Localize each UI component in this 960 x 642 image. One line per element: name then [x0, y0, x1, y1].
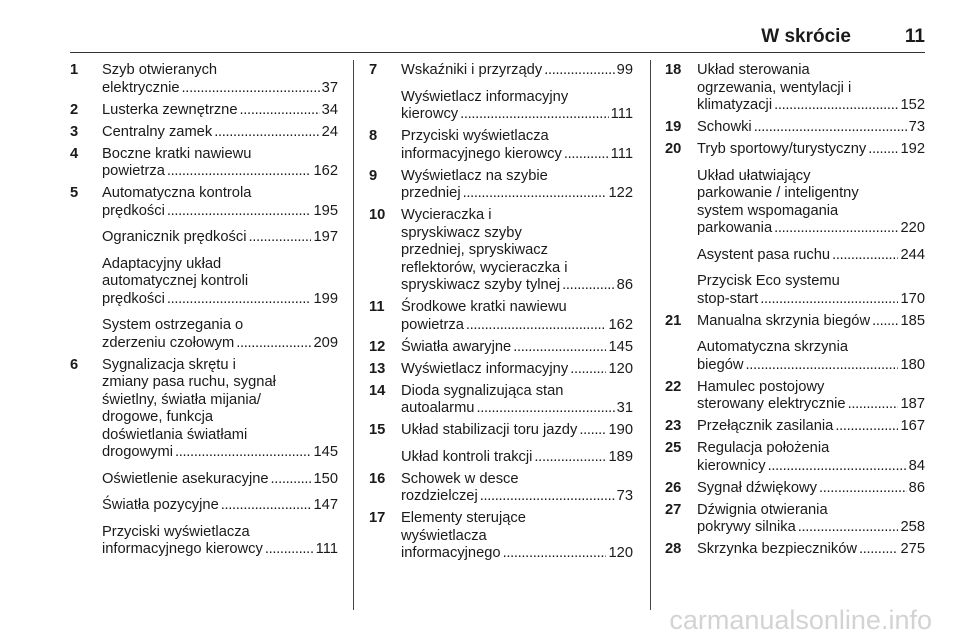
index-entry: [369, 383, 633, 418]
entry-number: 8: [369, 128, 378, 144]
dot-leader: [167, 163, 312, 181]
page-reference: 111: [610, 106, 633, 122]
dot-leader: [564, 146, 609, 164]
entry-last-line: [697, 418, 925, 436]
page-title: W skrócie: [761, 26, 851, 47]
entry-last-line: [401, 106, 633, 124]
entry-last-line: [102, 229, 338, 247]
entry-text-line: wyświetlacza: [401, 527, 487, 544]
dot-leader: [819, 480, 907, 498]
page-reference: 192: [900, 141, 925, 157]
entry-text-line: Przyciski wyświetlacza: [102, 523, 250, 540]
entry-text-line: rozdzielczej: [401, 488, 478, 504]
entry-number: 25: [665, 440, 682, 456]
entry-last-line: [102, 444, 338, 462]
index-entry: [369, 168, 633, 203]
entry-text-line: Automatyczna kontrola: [102, 185, 252, 201]
entry-text-line: Ogranicznik prędkości: [102, 229, 247, 245]
entry-last-line: [102, 80, 338, 98]
dot-leader: [835, 418, 898, 436]
entry-number: 27: [665, 501, 682, 518]
dot-leader: [240, 102, 320, 120]
page-reference: 190: [608, 422, 633, 438]
entry-last-line: [102, 163, 338, 181]
entry-number: 2: [70, 101, 79, 118]
index-entry: [70, 185, 338, 220]
entry-last-line: [697, 291, 925, 309]
dot-leader: [249, 229, 312, 247]
dot-leader: [746, 357, 899, 375]
entry-number: 19: [665, 119, 682, 135]
dot-leader: [221, 497, 312, 515]
entry-number: 4: [70, 145, 79, 162]
dot-leader: [872, 313, 898, 331]
header-rule: [70, 52, 925, 53]
index-entry: [665, 62, 925, 115]
entry-text-line: Sygnał dźwiękowy: [697, 479, 818, 496]
page-reference: 220: [900, 220, 925, 236]
index-entry: [369, 207, 633, 295]
entry-text-line: Przyciski wyświetlacza: [401, 128, 549, 144]
dot-leader: [480, 488, 615, 506]
dot-leader: [460, 106, 609, 124]
entry-number: 22: [665, 378, 682, 395]
page-reference: 195: [313, 202, 338, 219]
entry-text-line: Skrzynka bezpieczników: [697, 541, 857, 557]
dot-leader: [476, 400, 614, 418]
page-reference: 185: [900, 312, 925, 329]
entry-text-line: Tryb sportowy/turystyczny: [697, 141, 867, 157]
index-subentry: [70, 229, 338, 247]
entry-last-line: [102, 291, 338, 309]
page-number: 11: [904, 26, 925, 47]
page-reference: 145: [608, 338, 633, 355]
entry-text-line: powietrza: [401, 316, 464, 333]
entry-last-line: [697, 119, 925, 137]
entry-last-line: [401, 488, 633, 506]
page-reference: 162: [608, 316, 633, 333]
page-reference: 244: [900, 246, 925, 263]
dot-leader: [768, 458, 907, 476]
page-reference: 120: [608, 545, 633, 561]
index-entry: [665, 541, 925, 559]
dot-leader: [167, 291, 312, 309]
index-entry: [369, 471, 633, 506]
entry-text-line: zmiany pasa ruchu, sygnał: [102, 374, 276, 390]
page-reference: 120: [608, 360, 633, 377]
entry-last-line: [697, 480, 925, 498]
entry-text-line: Światła awaryjne: [401, 338, 512, 355]
page-reference: 150: [313, 470, 338, 487]
page-reference: 189: [608, 448, 633, 465]
entry-number: 16: [369, 470, 386, 487]
entry-text-line: drogowymi: [102, 444, 174, 460]
entry-text-line: Szyb otwieranych: [102, 62, 218, 78]
entry-text-line: Automatyczna skrzynia: [697, 339, 849, 355]
entry-number: 11: [369, 299, 385, 315]
entry-text-line: Przełącznik zasilania: [697, 418, 834, 434]
index-entry: [369, 422, 633, 440]
dot-leader: [544, 62, 614, 80]
entry-number: 13: [369, 360, 386, 377]
entry-number: 21: [665, 312, 682, 329]
entry-last-line: [697, 519, 925, 537]
index-entry: [665, 502, 925, 537]
dot-leader: [859, 541, 898, 559]
entry-number: 26: [665, 479, 682, 496]
index-subentry: [70, 256, 338, 309]
entry-text-line: Oświetlenie asekuracyjne: [102, 470, 269, 487]
page-reference: 199: [313, 290, 338, 307]
entry-text-line: reflektorów, wycieraczka i: [401, 259, 568, 276]
page-reference: 147: [313, 497, 338, 513]
entry-text-line: parkowania: [697, 220, 773, 236]
dot-leader: [236, 335, 311, 353]
entry-last-line: [401, 185, 633, 203]
entry-number: 17: [369, 510, 386, 526]
entry-text-line: informacyjnego: [401, 545, 501, 561]
entry-last-line: [697, 247, 925, 265]
entry-text-line: Wskaźniki i przyrządy: [401, 62, 543, 78]
index-entry: [369, 128, 633, 163]
entry-text-line: autoalarmu: [401, 400, 475, 416]
page-reference: 170: [900, 290, 925, 307]
page-reference: 73: [908, 119, 925, 135]
entry-number: 5: [70, 185, 79, 201]
entry-last-line: [401, 449, 633, 467]
entry-last-line: [401, 545, 633, 563]
entry-last-line: [102, 203, 338, 221]
entry-text-line: kierowcy: [401, 106, 459, 122]
index-entry: [665, 313, 925, 331]
page-reference: 167: [900, 418, 925, 434]
entry-text-line: Boczne kratki nawiewu: [102, 145, 252, 162]
page-reference: 197: [313, 229, 338, 245]
entry-number: 28: [665, 541, 682, 557]
dot-leader: [848, 396, 899, 414]
index-subentry: [665, 339, 925, 374]
entry-text-line: Dźwignia otwierania: [697, 501, 828, 518]
dot-leader: [271, 471, 312, 489]
index-subentry: [665, 247, 925, 265]
entry-last-line: [697, 357, 925, 375]
entry-text-line: Wyświetlacz na szybie: [401, 167, 548, 184]
entry-text-line: zderzeniu czołowym: [102, 334, 235, 351]
dot-leader: [513, 339, 606, 357]
index-entry: [70, 62, 338, 97]
entry-number: 3: [70, 123, 79, 140]
page-reference: 111: [610, 145, 633, 162]
entry-text-line: sterowany elektrycznie: [697, 396, 846, 412]
dot-leader: [562, 277, 615, 295]
page-reference: 24: [321, 123, 338, 140]
entry-number: 18: [665, 62, 682, 78]
dot-leader: [534, 449, 606, 467]
entry-text-line: przedniej: [401, 185, 461, 201]
entry-text-line: kierownicy: [697, 457, 766, 474]
index-entry: [665, 440, 925, 475]
entry-text-line: biegów: [697, 356, 744, 373]
entry-last-line: [401, 422, 633, 440]
entry-text-line: spryskiwacz szyby: [401, 224, 522, 241]
index-entry: [369, 339, 633, 357]
page-header: [70, 26, 925, 54]
entry-number: 23: [665, 418, 682, 434]
index-entry: [665, 480, 925, 498]
entry-text-line: Lusterka zewnętrzne: [102, 101, 238, 118]
page-reference: 73: [616, 488, 633, 504]
page-reference: 180: [900, 356, 925, 373]
column-2: [369, 62, 633, 567]
entry-text-line: przedniej, spryskiwacz: [401, 242, 548, 258]
index-entry: [665, 418, 925, 436]
entry-text-line: system wspomagania: [697, 202, 839, 219]
entry-last-line: [697, 220, 925, 238]
entry-text-line: Wyświetlacz informacyjny: [401, 360, 569, 377]
page-reference: 275: [900, 541, 925, 557]
dot-leader: [760, 291, 898, 309]
dot-leader: [570, 361, 606, 379]
entry-text-line: Układ sterowania: [697, 62, 810, 78]
watermark: carmanualsonline.info: [669, 605, 932, 635]
index-subentry: [369, 89, 633, 124]
entry-number: 14: [369, 382, 386, 399]
dot-leader: [182, 80, 320, 98]
page-reference: 162: [313, 163, 338, 179]
entry-last-line: [401, 317, 633, 335]
dot-leader: [832, 247, 898, 265]
dot-leader: [868, 141, 898, 159]
page-reference: 187: [900, 396, 925, 412]
entry-text-line: Układ ułatwiający: [697, 167, 811, 184]
column-divider: [353, 60, 354, 610]
entry-text-line: powietrza: [102, 163, 165, 179]
entry-last-line: [102, 124, 338, 142]
entry-text-line: System ostrzegania o: [102, 317, 244, 333]
index-entry: [665, 141, 925, 159]
entry-text-line: Schowek w desce: [401, 470, 519, 487]
index-subentry: [70, 524, 338, 559]
page-reference: 84: [908, 457, 925, 474]
entry-text-line: informacyjnego kierowcy: [102, 541, 263, 557]
entry-text-line: parkowanie / inteligentny: [697, 185, 859, 201]
index-entry: [369, 299, 633, 334]
page-reference: 34: [321, 101, 338, 118]
entry-text-line: prędkości: [102, 202, 165, 219]
entry-text-line: Asystent pasa ruchu: [697, 246, 831, 263]
dot-leader: [754, 119, 907, 137]
entry-last-line: [697, 141, 925, 159]
entry-last-line: [102, 541, 338, 559]
page-reference: 122: [608, 185, 633, 201]
entry-text-line: ogrzewania, wentylacji i: [697, 79, 852, 96]
entry-text-line: Schowki: [697, 119, 752, 135]
entry-last-line: [401, 277, 633, 295]
entry-text-line: Manualna skrzynia biegów: [697, 312, 871, 329]
index-entry: [665, 119, 925, 137]
page-reference: 152: [900, 97, 925, 113]
entry-last-line: [697, 396, 925, 414]
entry-last-line: [697, 97, 925, 115]
entry-text-line: doświetlania światłami: [102, 426, 248, 443]
index-subentry: [665, 273, 925, 308]
page-reference: 209: [313, 334, 338, 351]
index-entry: [70, 102, 338, 120]
entry-number: 12: [369, 338, 386, 355]
entry-last-line: [102, 102, 338, 120]
dot-leader: [265, 541, 314, 559]
entry-last-line: [102, 335, 338, 353]
index-entry: [70, 124, 338, 142]
index-subentry: [369, 449, 633, 467]
index-subentry: [70, 471, 338, 489]
entry-last-line: [401, 400, 633, 418]
entry-text-line: Układ stabilizacji toru jazdy: [401, 422, 578, 438]
dot-leader: [774, 97, 898, 115]
entry-text-line: Światła pozycyjne: [102, 497, 219, 513]
entry-text-line: Elementy sterujące: [401, 510, 526, 526]
index-subentry: [665, 168, 925, 238]
index-subentry: [70, 317, 338, 352]
entry-text-line: Środkowe kratki nawiewu: [401, 299, 567, 315]
entry-text-line: Wycieraczka i: [401, 207, 492, 223]
page-reference: 37: [321, 79, 338, 96]
index-entry: [369, 510, 633, 563]
page-reference: 31: [616, 400, 633, 416]
page-reference: 258: [900, 519, 925, 535]
entry-text-line: Układ kontroli trakcji: [401, 448, 533, 465]
index-entry: [369, 361, 633, 379]
page-reference: 111: [315, 541, 338, 557]
column-1: [70, 62, 338, 563]
entry-last-line: [401, 339, 633, 357]
entry-text-line: stop-start: [697, 290, 759, 307]
entry-text-line: klimatyzacji: [697, 97, 773, 113]
dot-leader: [774, 220, 898, 238]
entry-last-line: [102, 497, 338, 515]
entry-number: 7: [369, 62, 378, 78]
entry-text-line: Sygnalizacja skrętu i: [102, 356, 236, 373]
dot-leader: [214, 124, 319, 142]
entry-text-line: Regulacja położenia: [697, 440, 830, 456]
entry-number: 10: [369, 207, 386, 223]
page-reference: 86: [616, 277, 633, 293]
entry-text-line: drogowe, funkcja: [102, 409, 214, 425]
column-3: [665, 62, 925, 563]
entry-text-line: spryskiwacz szyby tylnej: [401, 277, 561, 293]
entry-number: 9: [369, 167, 378, 184]
index-entry: [665, 379, 925, 414]
entry-text-line: automatycznej kontroli: [102, 273, 249, 289]
entry-last-line: [697, 541, 925, 559]
index-subentry: [70, 497, 338, 515]
page-reference: 145: [313, 444, 338, 460]
entry-last-line: [697, 458, 925, 476]
index-entry: [70, 357, 338, 462]
dot-leader: [466, 317, 607, 335]
dot-leader: [167, 203, 312, 221]
entry-last-line: [697, 313, 925, 331]
entry-text-line: Centralny zamek: [102, 123, 213, 140]
index-entry: [369, 62, 633, 80]
entry-number: 20: [665, 141, 682, 157]
entry-text-line: informacyjnego kierowcy: [401, 145, 562, 162]
entry-text-line: Dioda sygnalizująca stan: [401, 382, 564, 399]
entry-text-line: elektrycznie: [102, 79, 180, 96]
dot-leader: [463, 185, 607, 203]
entry-text-line: świetlny, światła mijania/: [102, 391, 261, 408]
entry-text-line: Hamulec postojowy: [697, 378, 825, 395]
entry-text-line: prędkości: [102, 290, 165, 307]
page-reference: 99: [616, 62, 633, 78]
entry-last-line: [401, 146, 633, 164]
entry-text-line: Wyświetlacz informacyjny: [401, 88, 569, 105]
entry-number: 15: [369, 422, 386, 438]
entry-text-line: pokrywy silnika: [697, 519, 796, 535]
dot-leader: [798, 519, 899, 537]
dot-leader: [579, 422, 606, 440]
entry-last-line: [401, 361, 633, 379]
entry-number: 6: [70, 356, 79, 373]
dot-leader: [175, 444, 311, 462]
index-entry: [70, 146, 338, 181]
entry-text-line: Przycisk Eco systemu: [697, 273, 840, 289]
column-divider: [650, 60, 651, 610]
entry-text-line: Adaptacyjny układ: [102, 255, 222, 272]
entry-last-line: [401, 62, 633, 80]
page-reference: 86: [908, 479, 925, 496]
entry-number: 1: [70, 62, 79, 78]
entry-last-line: [102, 471, 338, 489]
dot-leader: [503, 545, 607, 563]
